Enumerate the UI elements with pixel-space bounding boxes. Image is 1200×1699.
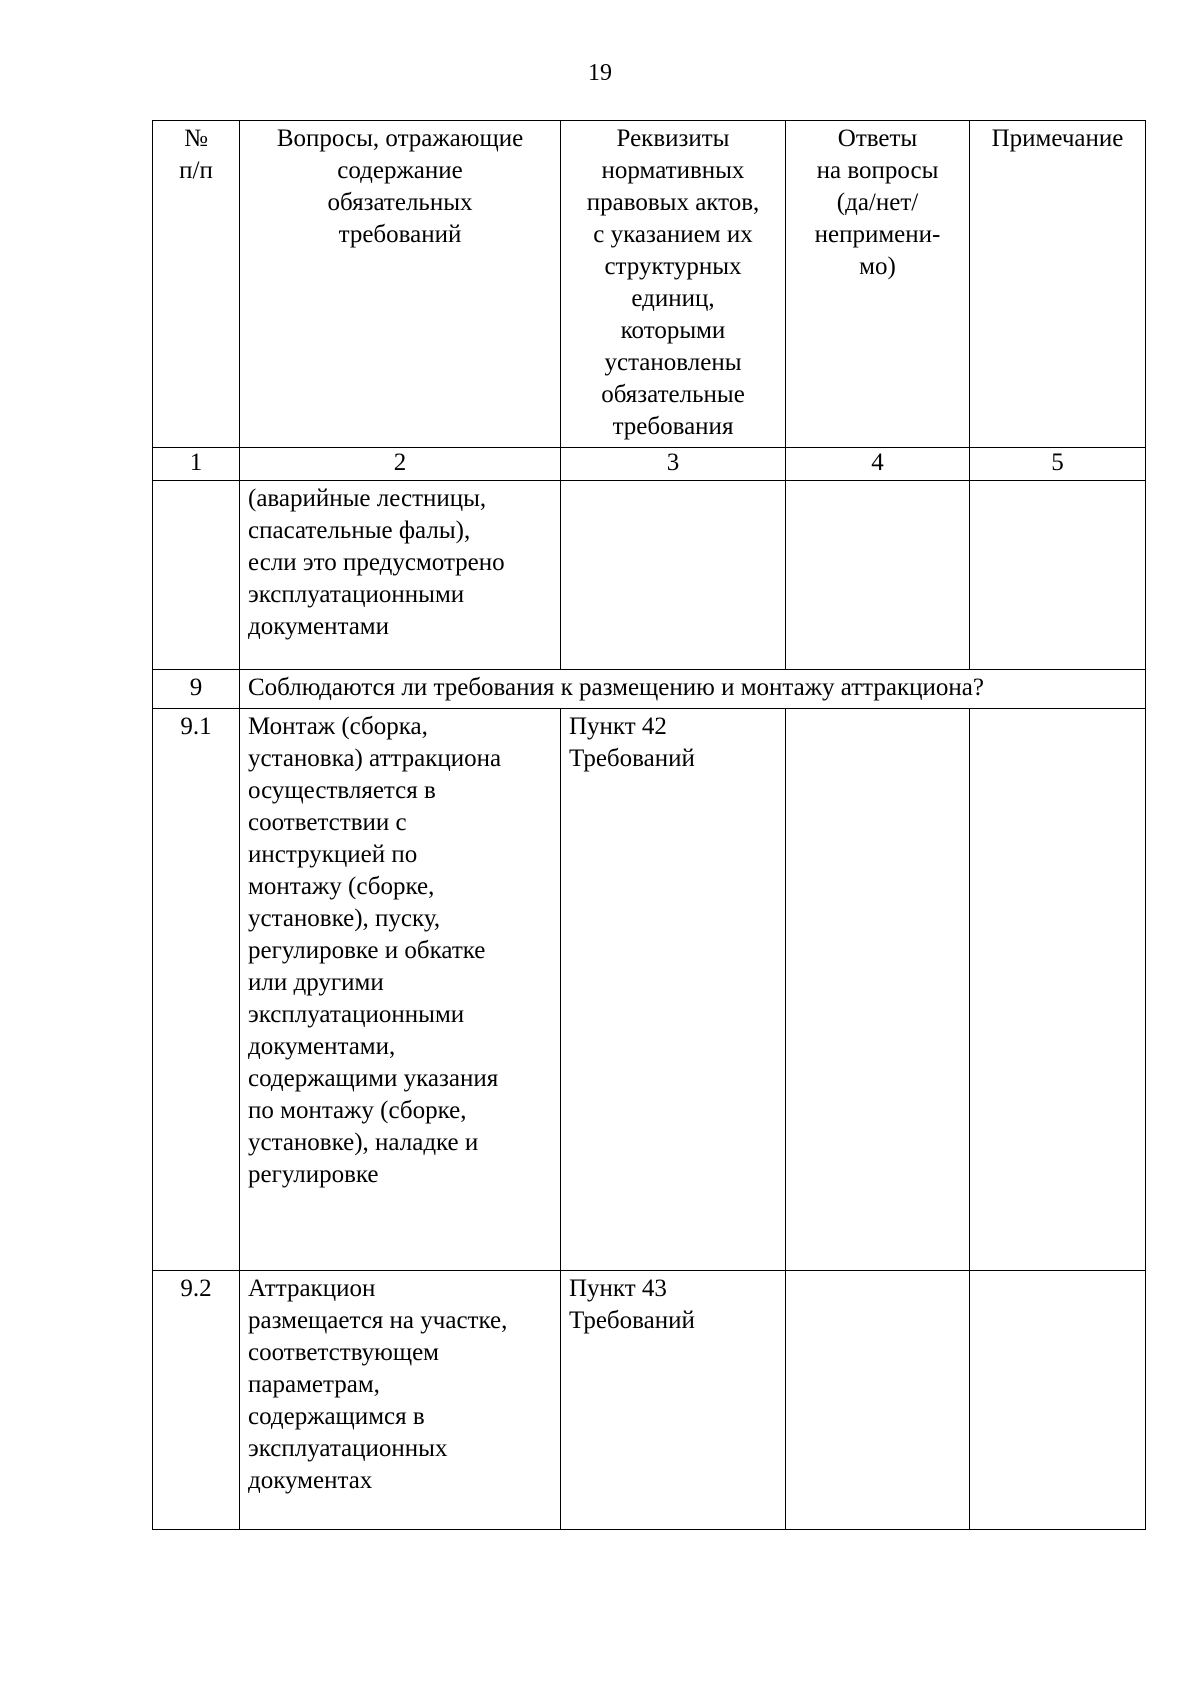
column-number: 5: [970, 448, 1146, 481]
row-number: 9.2: [153, 1271, 240, 1530]
answer-cell: [786, 481, 970, 670]
header-answers: Ответы на вопросы (да/нет/ непримени- мо): [786, 121, 970, 448]
note-cell: [970, 709, 1146, 1271]
table-row: [153, 481, 1146, 670]
header-number: № п/п: [153, 121, 240, 448]
page-number: 19: [588, 60, 612, 86]
column-number: 2: [240, 448, 561, 481]
header-notes: Примечание: [970, 121, 1146, 448]
requirements-table: [152, 120, 1146, 1530]
table-row: [153, 709, 1146, 1271]
row-number: 9.1: [153, 709, 240, 1271]
column-number: 1: [153, 448, 240, 481]
answer-cell: [786, 1271, 970, 1530]
reference-cell: Пункт 43 Требований: [561, 1271, 786, 1530]
note-cell: [970, 481, 1146, 670]
section-title: Соблюдаются ли требования к размещению и монтажу аттракциона?: [240, 670, 1146, 709]
reference-cell: Пункт 42 Требований: [561, 709, 786, 1271]
header-references: Реквизиты нормативных правовых актов, с указанием их структурных единиц, которыми установлены обязательные требования: [561, 121, 786, 448]
question-cell: Монтаж (сборка, установка) аттракциона осуществляется в соответствии с инструкцией по монтажу (сборке, установке), пуску, регулировке и обкатке или другими эксплуатационными документами, содержащими указания по монтажу (сборке, установке), наладке и регулировке: [240, 709, 561, 1271]
header-questions: Вопросы, отражающие содержание обязательных требований: [240, 121, 561, 448]
column-number: 4: [786, 448, 970, 481]
section-number: 9: [153, 670, 240, 709]
section-row: [153, 670, 1146, 709]
question-cell: Аттракцион размещается на участке, соответствующем параметрам, содержащимся в эксплуатационных документах: [240, 1271, 561, 1530]
question-cell: (аварийные лестницы, спасательные фалы), если это предусмотрено эксплуатационными документами: [240, 481, 561, 670]
column-number-row: [153, 448, 1146, 481]
header-row: [153, 121, 1146, 448]
column-number: 3: [561, 448, 786, 481]
note-cell: [970, 1271, 1146, 1530]
answer-cell: [786, 709, 970, 1271]
reference-cell: [561, 481, 786, 670]
table-row: [153, 1271, 1146, 1530]
row-number-cell: [153, 481, 240, 670]
